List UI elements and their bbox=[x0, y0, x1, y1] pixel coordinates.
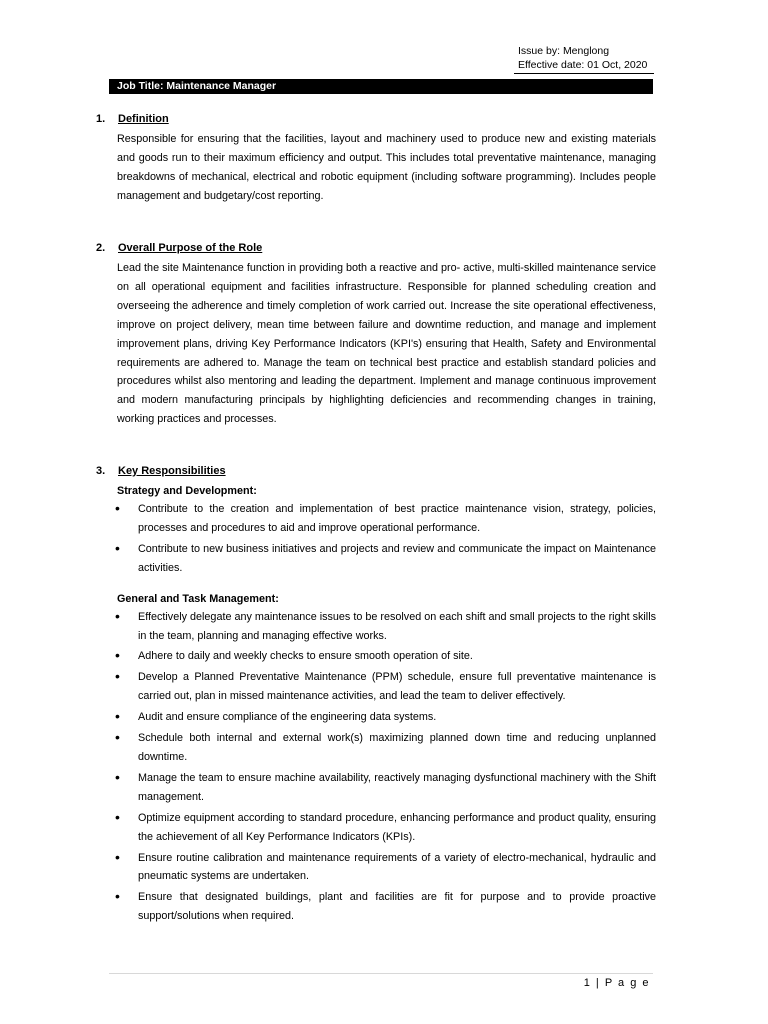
issue-block bbox=[518, 44, 647, 72]
strategy-heading: Strategy and Development: bbox=[117, 485, 257, 497]
section-number: 2. bbox=[96, 242, 106, 254]
list-item: • Contribute to new business initiatives and projects and review and communicate the impact on Maintenance activities. bbox=[96, 540, 656, 578]
issue-by: Issue by: Menglong bbox=[518, 45, 610, 57]
section-title: Key Responsibilities bbox=[118, 465, 226, 477]
list-item: • Ensure that designated buildings, plant and facilities are fit for purpose and to provide proactive support/solutions when required. bbox=[96, 888, 656, 926]
list-item: • Contribute to the creation and implementation of best practice maintenance vision, strategy, policies, processes and procedures to aid and improve operational performance. bbox=[96, 500, 656, 538]
strategy-list bbox=[96, 500, 656, 578]
section-responsibilities bbox=[96, 463, 656, 928]
list-item: • Manage the team to ensure machine availability, reactively managing dysfunctional machinery with the Shift management. bbox=[96, 769, 656, 807]
effective-date: Effective date: 01 Oct, 2020 bbox=[518, 59, 648, 71]
list-item: • Optimize equipment according to standard procedure, enhancing performance and product quality, ensuring the achievement of all Key Performance Indicators (KPIs). bbox=[96, 809, 656, 847]
page-number: 1 | P a g e bbox=[583, 977, 650, 989]
section-purpose bbox=[96, 240, 656, 429]
list-item: • Audit and ensure compliance of the engineering data systems. bbox=[96, 708, 656, 727]
section-definition bbox=[96, 111, 656, 206]
job-title-bar: Job Title: Maintenance Manager bbox=[109, 79, 653, 94]
section-title: Overall Purpose of the Role bbox=[118, 242, 263, 254]
list-item: • Schedule both internal and external work(s) maximizing planned down time and reducing unplanned downtime. bbox=[96, 729, 656, 767]
purpose-text: Lead the site Maintenance function in providing both a reactive and pro- active, multi-skilled maintenance service on all operational equipment and facilities infrastructure. Responsible for planned scheduling creation and overseeing the adherence and timely completion of work carried out. Increase the site operational effectiveness, improve on project delivery, mean time between failure and downtime reduction, and manage and implement improvement plans, driving Key Performance Indicators (KPI's) ensuring that Health, Safety and Environmental requirements are adhered to. Manage the team on technical best practice and establish standard policies and procedures whilst also mentoring and leading the department. Implement and manage continuous improvement and modern manufacturing principals by highlighting deficiencies and recommending changes in training, working practices and processes. bbox=[117, 262, 656, 426]
section-number: 3. bbox=[96, 465, 106, 477]
section-number: 1. bbox=[96, 113, 106, 125]
list-item: • Adhere to daily and weekly checks to ensure smooth operation of site. bbox=[96, 647, 656, 666]
general-list bbox=[96, 608, 656, 927]
section-title: Definition bbox=[118, 113, 169, 125]
header-rule bbox=[514, 73, 654, 74]
definition-text: Responsible for ensuring that the facilities, layout and machinery used to produce new and existing materials and goods run to their maximum efficiency and output. This includes total preventative maintenance, managing breakdowns of mechanical, electrical and robotic equipment (including software programming). Includes people management and budgetary/cost reporting. bbox=[117, 133, 656, 202]
general-heading: General and Task Management: bbox=[117, 592, 279, 605]
list-item: • Ensure routine calibration and maintenance requirements of a variety of electro-mechanical, hydraulic and pneumatic systems are undertaken. bbox=[96, 849, 656, 887]
footer-rule bbox=[109, 973, 653, 974]
list-item: • Develop a Planned Preventative Maintenance (PPM) schedule, ensure full preventative maintenance is carried out, plan in missed maintenance activities, and lead the team to deliver effectively. bbox=[96, 668, 656, 706]
list-item: • Effectively delegate any maintenance issues to be resolved on each shift and small projects to the right skills in the team, planning and managing effective works. bbox=[96, 608, 656, 646]
